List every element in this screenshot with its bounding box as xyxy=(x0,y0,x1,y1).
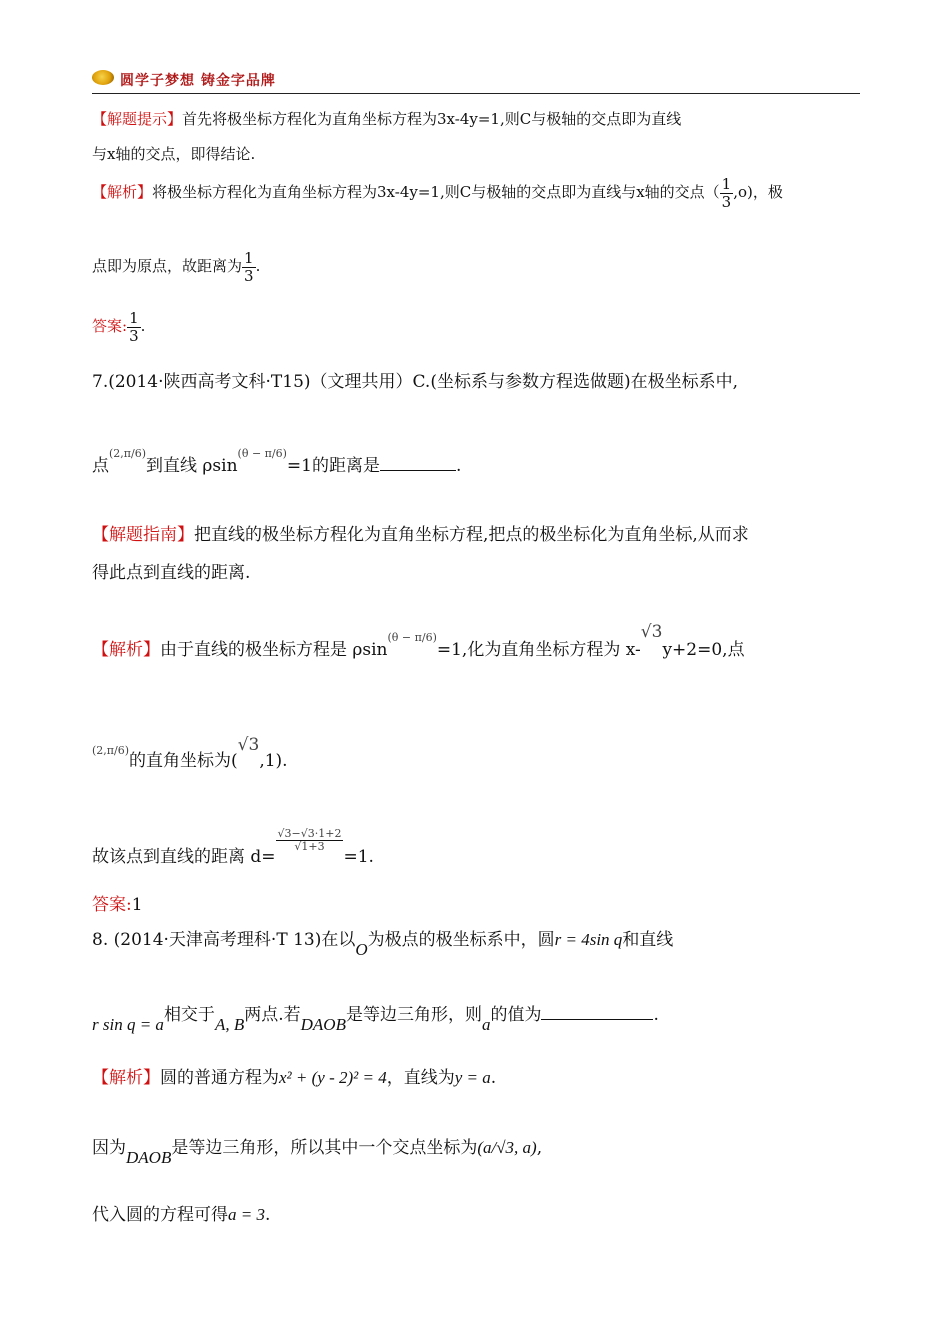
q7-line-1: 7.(2014·陕西高考文科·T15)（文理共用）C.(坐标系与参数方程选做题)在极坐标系中, xyxy=(92,372,738,392)
frac-den: 3 xyxy=(129,326,139,345)
circle-eq: r = 4sin q xyxy=(554,930,623,949)
frac-den: 3 xyxy=(721,192,732,211)
period: . xyxy=(653,1005,659,1025)
q8-line1-c: 和直线 xyxy=(622,930,674,950)
triangle-AOB: DAOB xyxy=(300,1015,346,1034)
frac-num: 1 xyxy=(244,249,254,267)
logo-icon xyxy=(92,70,114,85)
q8-line1-a: 8. (2014·天津高考理科·T 13)在以 xyxy=(92,930,356,950)
period: . xyxy=(455,456,462,476)
to-line: 到直线 ρsin xyxy=(146,456,238,476)
answer-blank xyxy=(541,1019,653,1020)
analysis-b: ，直线为 xyxy=(386,1068,455,1088)
frac-num: 1 xyxy=(721,175,732,193)
hint-line-2: 与x轴的交点，即得结论. xyxy=(92,145,256,163)
period: . xyxy=(140,317,146,335)
q6-fraction xyxy=(720,176,734,210)
q8-substitute-line xyxy=(92,1200,270,1225)
q6-analysis-line-2 xyxy=(92,250,260,284)
q7-analysis-tag: 【解析】 xyxy=(92,640,160,660)
q8-line-2 xyxy=(92,1000,659,1035)
eq-tail: =1的距离是 xyxy=(286,456,380,476)
header-logo-text: 圆学子梦想 铸金字品牌 xyxy=(120,73,276,89)
dist-tail: =1. xyxy=(343,847,374,868)
rect-tail: ,1). xyxy=(259,751,288,771)
q8-analysis-line-1 xyxy=(92,1063,496,1088)
point-coord: (2,π/6) xyxy=(92,744,130,757)
because-a: 因为 xyxy=(92,1138,126,1158)
q6-analysis-text-1b: ,o)，极 xyxy=(733,183,783,201)
circle-std: x² + (y - 2)² = 4 xyxy=(279,1068,387,1087)
q7-distance-line xyxy=(92,828,374,867)
because-b: 是等边三角形，所以其中一个交点坐标为 xyxy=(171,1138,478,1158)
frac-num: 1 xyxy=(129,309,139,327)
q8-because-line xyxy=(92,1133,542,1168)
result-eq: a = 3 xyxy=(228,1205,265,1224)
header-rule xyxy=(92,93,860,94)
q6-dist-fraction xyxy=(242,250,256,284)
q7-analysis-line-2 xyxy=(92,735,288,771)
var-a: a xyxy=(481,1015,491,1034)
q8-line2-d: 的值为 xyxy=(490,1005,542,1025)
period: . xyxy=(255,257,261,275)
analysis-a: 圆的普通方程为 xyxy=(160,1068,279,1088)
q7-analysis-line-1 xyxy=(92,622,745,660)
q6-analysis-text-1a: 将极坐标方程化为直角坐标方程为3x-4y=1,则C与极轴的交点即为直线与x轴的交点（ xyxy=(152,183,720,201)
q8-line2-c: 是等边三角形，则 xyxy=(345,1005,482,1025)
theta-expr: (θ − π/6) xyxy=(387,631,437,644)
q8-line2-b: 两点.若 xyxy=(244,1005,301,1025)
hint-line-1 xyxy=(92,108,681,129)
q6-answer xyxy=(92,310,145,344)
comma: , xyxy=(536,1138,543,1158)
q7-guide-line-1 xyxy=(92,520,749,545)
period: . xyxy=(490,1068,497,1088)
var-O: O xyxy=(355,940,368,959)
point-prefix: 点 xyxy=(92,456,109,476)
hint-text-1: 首先将极坐标方程化为直角坐标方程为3x-4y=1,则C与极轴的交点即为直线 xyxy=(182,110,682,128)
hint-tag: 【解题提示】 xyxy=(92,110,183,128)
analysis-tail: y+2=0,点 xyxy=(662,640,745,660)
guide-text-1: 把直线的极坐标方程化为直角坐标方程,把点的极坐标化为直角坐标,从而求 xyxy=(194,525,749,545)
q8-line-1 xyxy=(92,925,673,960)
period: . xyxy=(264,1205,271,1225)
dist-den: √1+3 xyxy=(276,840,344,853)
rect-text: 的直角坐标为( xyxy=(129,751,238,771)
sqrt3: √3 xyxy=(237,735,260,755)
sqrt3: √3 xyxy=(640,622,663,642)
point-expr: (a/√3, a) xyxy=(477,1138,537,1157)
frac-den: 3 xyxy=(244,266,254,285)
guide-tag: 【解题指南】 xyxy=(92,525,194,545)
answer-tag: 答案: xyxy=(92,317,128,335)
analysis-prefix: 由于直线的极坐标方程是 ρsin xyxy=(160,640,388,660)
triangle-AOB: DAOB xyxy=(126,1148,172,1167)
q8-line1-b: 为极点的极坐标系中，圆 xyxy=(367,930,555,950)
q7-line-2 xyxy=(92,447,461,476)
var-AB: A, B xyxy=(214,1015,245,1034)
q7-answer xyxy=(92,890,143,915)
theta-expr: (θ − π/6) xyxy=(237,447,287,460)
line-std: y = a xyxy=(454,1068,491,1087)
answer-value: 1 xyxy=(131,895,143,915)
q6-analysis-line-1 xyxy=(92,176,783,210)
answer-fraction xyxy=(127,310,141,344)
q6-analysis-tag: 【解析】 xyxy=(92,183,153,201)
q7-guide-line-2: 得此点到直线的距离. xyxy=(92,563,251,583)
q6-analysis-text-2: 点即为原点，故距离为 xyxy=(92,257,243,275)
q8-line2-a: 相交于 xyxy=(163,1005,215,1025)
point-coord: (2,π/6) xyxy=(109,447,147,460)
dist-num: √3−√3·1+2 xyxy=(277,827,342,840)
answer-blank xyxy=(380,470,456,471)
dist-prefix: 故该点到直线的距离 d= xyxy=(92,847,276,868)
line-eq: r sin q = a xyxy=(92,1015,164,1034)
analysis-mid: =1,化为直角坐标方程为 x- xyxy=(436,640,641,660)
answer-tag: 答案: xyxy=(92,895,132,915)
sub-a: 代入圆的方程可得 xyxy=(92,1205,228,1225)
q8-analysis-tag: 【解析】 xyxy=(92,1068,160,1088)
dist-fraction xyxy=(276,828,344,853)
